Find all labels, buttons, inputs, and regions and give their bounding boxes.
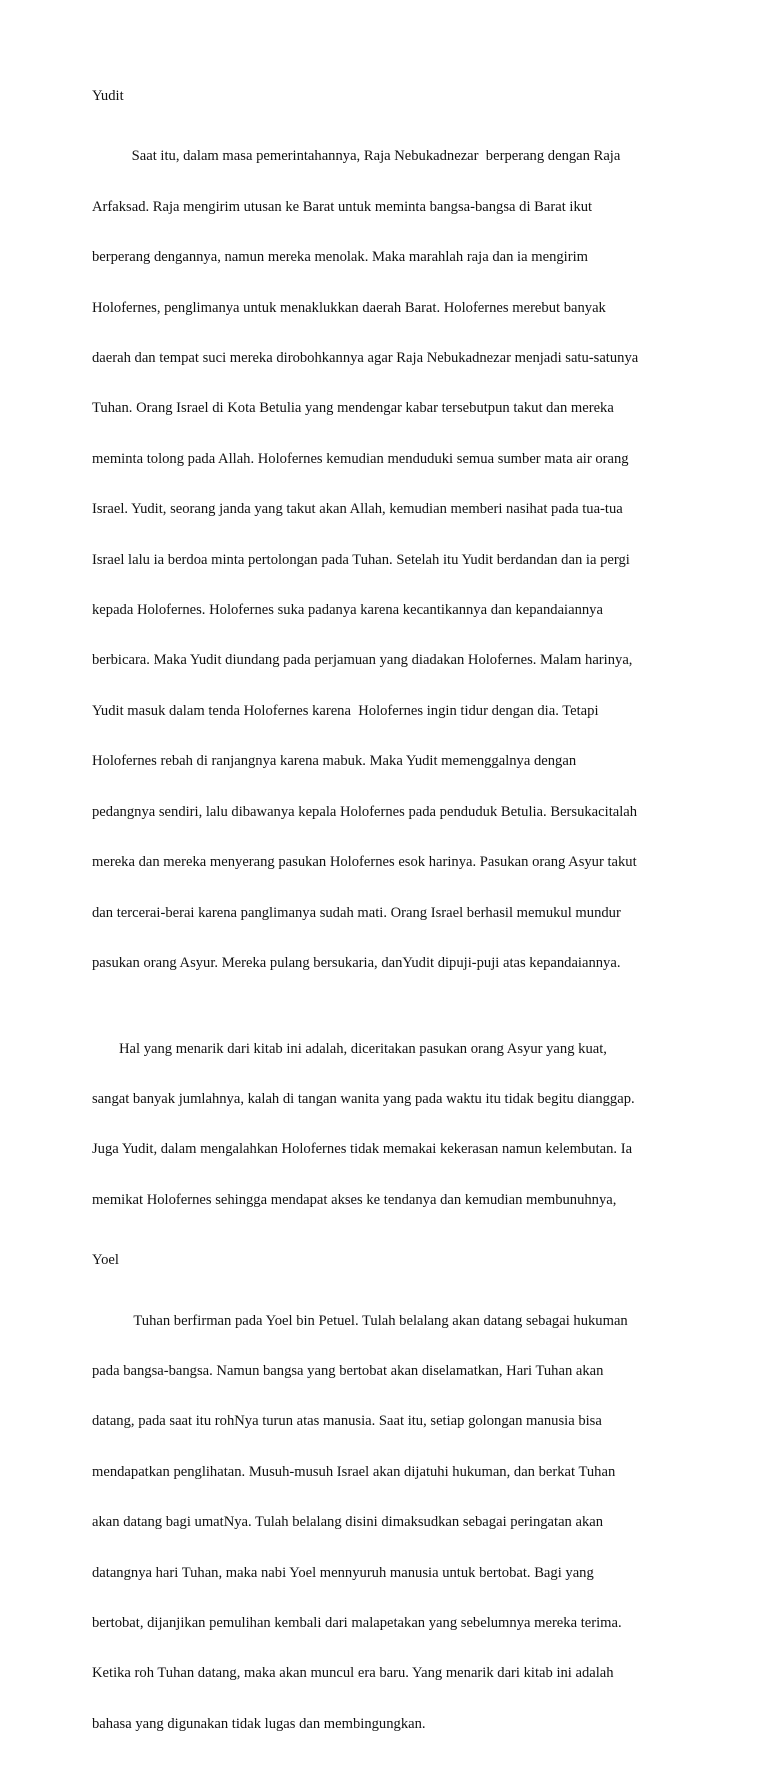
text-line: Yudit masuk dalam tenda Holofernes karena Holofernes ingin tidur dengan dia. Tetapi <box>92 702 599 719</box>
text-line: berbicara. Maka Yudit diundang pada perjamuan yang diadakan Holofernes. Malam harinya, <box>92 652 633 669</box>
yudit-paragraph-1 <box>92 119 678 1001</box>
text-line: Israel lalu ia berdoa minta pertolongan pada Tuhan. Setelah itu Yudit berdandan dan ia pergi <box>92 551 630 568</box>
text-line: Holofernes, penglimanya untuk menaklukkan daerah Barat. Holofernes merebut banyak <box>92 299 606 316</box>
text-line: Holofernes rebah di ranjangnya karena mabuk. Maka Yudit memenggalnya dengan <box>92 753 577 770</box>
text-line: mendapatkan penglihatan. Musuh-musuh Israel akan dijatuhi hukuman, dan berkat Tuhan <box>92 1463 616 1480</box>
text-line: Israel. Yudit, seorang janda yang takut akan Allah, kemudian memberi nasihat pada tua-tua <box>92 501 623 518</box>
text-line: akan datang bagi umatNya. Tulah belalang disini dimaksudkan sebagai peringatan akan <box>92 1514 604 1531</box>
text-line: Tuhan. Orang Israel di Kota Betulia yang mendengar kabar tersebutpun takut dan mereka <box>92 400 614 417</box>
text-line: memikat Holofernes sehingga mendapat akses ke tendanya dan kemudian membunuhnya, <box>92 1191 617 1208</box>
yoel-paragraph-1 <box>92 1283 678 1762</box>
text-line: sangat banyak jumlahnya, kalah di tangan wanita yang pada waktu itu tidak begitu dianggap. <box>92 1090 635 1107</box>
section-title-yoel: Yoel <box>92 1252 119 1269</box>
text-line: bahasa yang digunakan tidak lugas dan membingungkan. <box>92 1715 426 1732</box>
text-line: berperang dengannya, namun mereka menolak. Maka marahlah raja dan ia mengirim <box>92 249 588 266</box>
text-line: Arfaksad. Raja mengirim utusan ke Barat untuk meminta bangsa-bangsa di Barat ikut <box>92 198 593 215</box>
text-line: mereka dan mereka menyerang pasukan Holofernes esok harinya. Pasukan orang Asyur takut <box>92 854 637 871</box>
yudit-paragraph-2 <box>92 1011 678 1238</box>
text-line: pedangnya sendiri, lalu dibawanya kepala Holofernes pada penduduk Betulia. Bersukacitalah <box>92 803 638 820</box>
text-line: Saat itu, dalam masa pemerintahannya, Raja Nebukadnezar berperang dengan Raja <box>128 148 621 165</box>
text-line: pada bangsa-bangsa. Namun bangsa yang bertobat akan diselamatkan, Hari Tuhan akan <box>92 1362 604 1379</box>
section-title-yudit: Yudit <box>92 88 124 104</box>
text-line: meminta tolong pada Allah. Holofernes kemudian menduduki semua sumber mata air orang <box>92 450 629 467</box>
text-line: Juga Yudit, dalam mengalahkan Holofernes tidak memakai kekerasan namun kelembutan. Ia <box>92 1141 633 1158</box>
text-line: datangnya hari Tuhan, maka nabi Yoel mennyuruh manusia untuk bertobat. Bagi yang <box>92 1564 594 1581</box>
text-line: pasukan orang Asyur. Mereka pulang bersukaria, danYudit dipuji-puji atas kepandaiannya. <box>92 954 621 971</box>
text-line: datang, pada saat itu rohNya turun atas manusia. Saat itu, setiap golongan manusia bisa <box>92 1413 602 1430</box>
text-line: Hal yang menarik dari kitab ini adalah, diceritakan pasukan orang Asyur yang kuat, <box>119 1040 607 1057</box>
text-line: daerah dan tempat suci mereka dirobohkannya agar Raja Nebukadnezar menjadi satu-satunya <box>92 350 639 367</box>
text-line: Tuhan berfirman pada Yoel bin Petuel. Tulah belalang akan datang sebagai hukuman <box>130 1312 628 1329</box>
text-line: dan tercerai-berai karena panglimanya sudah mati. Orang Israel berhasil memukul mundur <box>92 904 621 921</box>
text-line: Ketika roh Tuhan datang, maka akan muncul era baru. Yang menarik dari kitab ini adalah <box>92 1665 614 1682</box>
text-line: bertobat, dijanjikan pemulihan kembali dari malapetakan yang sebelumnya mereka terima. <box>92 1614 622 1631</box>
text-line: kepada Holofernes. Holofernes suka padanya karena kecantikannya dan kepandaiannya <box>92 602 603 619</box>
document-page <box>92 84 678 1772</box>
